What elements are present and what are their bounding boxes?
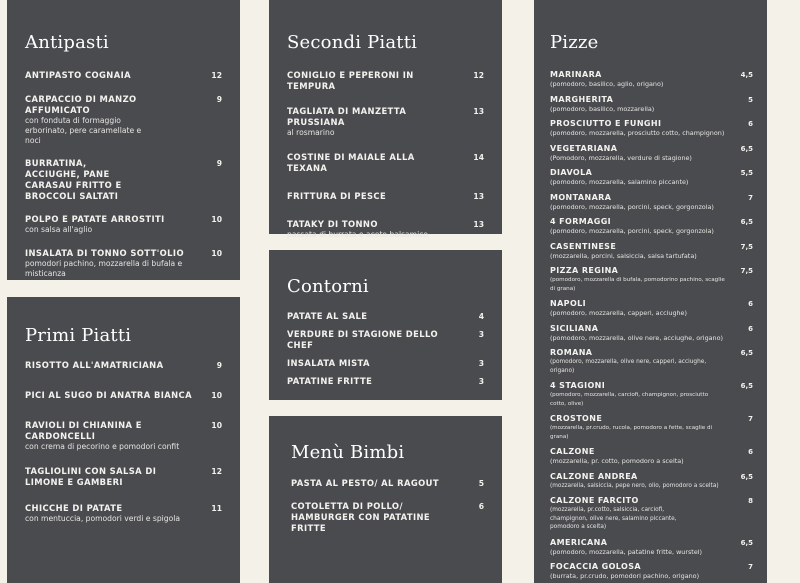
item-price: 3 [478, 359, 484, 368]
item-description: (mozzarella, salsiccia, pepe nero, olio, pomodoro a scelta) [550, 482, 719, 489]
item-price: 9 [216, 159, 222, 168]
item-description: (mozzarella, pr.cotto, salsiccia, carciofi, champignon, olive nere, salamino piccante, pomodoro a scelta) [550, 507, 677, 530]
menu-item [550, 95, 753, 114]
menu-item [550, 144, 753, 163]
menu-item [287, 191, 484, 202]
item-price: 10 [211, 215, 222, 224]
item-description: (burrata, pr.crudo, pomodori pachino, origano) [550, 572, 700, 580]
item-name: FOCACCIA GOLOSA [550, 562, 641, 571]
menu-item [287, 358, 484, 369]
item-name: PATATE AL SALE [287, 311, 368, 321]
section-title: Menù Bimbi [291, 442, 405, 463]
item-name: PIZZA REGINA [550, 266, 619, 275]
item-name: RAVIOLI DI CHIANINA E CARDONCELLI [25, 420, 142, 441]
menu-item [550, 193, 753, 212]
menu-item [550, 299, 753, 318]
item-name: CALZONE [550, 447, 595, 456]
item-price: 4,5 [740, 71, 753, 79]
menu-item [25, 390, 222, 401]
item-price: 12 [211, 467, 222, 476]
section-title: Antipasti [25, 32, 109, 53]
item-name: NAPOLI [550, 299, 587, 308]
menu-item [25, 503, 222, 524]
item-name: CHICCHE DI PATATE [25, 503, 123, 513]
section-title: Pizze [550, 32, 599, 53]
item-description: (pomodoro, mozzarella, porcini, speck, gorgonzola) [550, 202, 714, 211]
item-price: 12 [211, 71, 222, 80]
item-name: COTOLETTA DI POLLO/ HAMBURGER CON PATATINE FRITTE [291, 501, 431, 533]
menu-item [25, 420, 222, 452]
item-price: 3 [478, 330, 484, 339]
item-name: TAGLIATA DI MANZETTA PRUSSIANA [287, 106, 407, 127]
item-name: FRITTURA DI PESCE [287, 191, 387, 201]
item-price: 10 [211, 391, 222, 400]
item-name: MONTANARA [550, 192, 612, 202]
menu-item [550, 381, 753, 408]
item-price: 6,5 [740, 218, 753, 226]
item-name: VEGETARIANA [550, 143, 618, 153]
item-price: 8 [748, 497, 753, 505]
item-description: (pomodoro, mozzarella, olive nere, acciughe, origano) [550, 333, 724, 342]
item-description: (mozzarella, pr. cotto, pomodoro a scelta) [550, 457, 684, 465]
item-name: COSTINE DI MAIALE ALLA TEXANA [287, 152, 415, 173]
item-name: CARPACCIO DI MANZO AFFUMICATO [25, 94, 137, 115]
item-description: con crema di pecorino e pomodori confit [25, 442, 180, 451]
menu-item [550, 414, 753, 441]
item-name: POLPO E PATATE ARROSTITI [25, 214, 165, 224]
menu-item [287, 219, 484, 240]
item-price: 6 [748, 300, 753, 308]
item-price: 4 [478, 312, 484, 321]
item-name: MARINARA [550, 70, 602, 79]
primi-section [7, 297, 240, 583]
item-price: 6,5 [740, 144, 753, 153]
item-price: 14 [473, 153, 484, 162]
item-price: 6 [748, 120, 753, 128]
item-description: con salsa all'aglio [25, 225, 93, 234]
item-price: 6,5 [740, 382, 753, 390]
menu-item [291, 501, 484, 534]
item-description: passata di burrata e aceto balsamico [287, 230, 429, 239]
item-name: AMERICANA [550, 537, 608, 547]
item-price: 6,5 [740, 472, 753, 481]
menu-item [287, 106, 484, 138]
item-price: 7,5 [740, 267, 753, 275]
antipasti-section [7, 0, 240, 280]
item-description: pomodori pachino, mozzarella di bufala e misticanza [25, 259, 183, 278]
item-name: PROSCIUTTO E FUNGHI [550, 119, 662, 128]
item-price: 12 [473, 71, 484, 80]
item-name: TATAKY DI TONNO [287, 219, 378, 229]
item-description: (pomodoro, mozzarella, prosciutto cotto, champignon) [550, 129, 725, 137]
item-description: con fonduta di formaggio erborinato, pere caramellate e noci [25, 116, 142, 145]
item-price: 6 [748, 448, 753, 456]
item-price: 6 [748, 324, 753, 333]
item-name: 4 FORMAGGI [550, 217, 612, 226]
item-name: INSALATA DI TONNO SOTT'OLIO [25, 248, 184, 258]
item-price: 7 [748, 563, 753, 571]
item-name: BURRATINA, ACCIUGHE, PANE CARASAU FRITTO E BROCCOLI SALTATI [25, 158, 122, 201]
item-name: CALZONE ANDREA [550, 471, 638, 481]
item-price: 9 [216, 361, 222, 370]
menu-item [25, 360, 222, 371]
item-name: INSALATA MISTA [287, 358, 370, 368]
item-price: 5,5 [740, 169, 753, 177]
menu-item [550, 348, 753, 375]
item-name: MARGHERITA [550, 94, 614, 104]
item-price: 7 [748, 193, 753, 202]
item-description: al rosmarino [287, 128, 335, 137]
menu-item [550, 119, 753, 138]
item-description: (mozzarella, pr.crudo, rucola, pomodoro a fette, scaglie di grana) [550, 425, 713, 440]
menu-item [550, 70, 753, 89]
item-price: 13 [473, 220, 484, 229]
item-description: (pomodoro, basilico, mozzarella) [550, 104, 655, 113]
item-price: 13 [473, 192, 484, 201]
menu-item [291, 478, 484, 489]
item-description: (pomodoro, mozzarella, patatine fritte, wurstel) [550, 547, 703, 556]
menu-item [25, 94, 222, 146]
menu-item [550, 324, 753, 343]
item-price: 13 [473, 107, 484, 116]
item-name: CROSTONE [550, 414, 603, 423]
section-title: Secondi Piatti [287, 32, 418, 53]
item-description: con mentuccia, pomodori verdi e spigola [25, 514, 180, 523]
item-name: 4 STAGIONI [550, 381, 606, 390]
menu-item [25, 214, 222, 235]
item-price: 3 [478, 377, 484, 386]
pizze-section [534, 0, 767, 583]
item-price: 5 [748, 95, 753, 104]
item-description: (Pomodoro, mozzarella, verdure di stagione) [550, 153, 692, 162]
menu-item [550, 266, 753, 293]
item-name: CASENTINESE [550, 241, 617, 251]
menu-item [287, 311, 484, 322]
item-name: ROMANA [550, 348, 593, 357]
section-title: Primi Piatti [25, 325, 132, 346]
item-price: 7,5 [740, 242, 753, 251]
menu-item [25, 158, 222, 202]
menu-item [287, 376, 484, 387]
menu-item [550, 472, 753, 491]
menu-item [25, 248, 222, 279]
item-price: 10 [211, 249, 222, 258]
item-price: 6,5 [740, 349, 753, 357]
item-description: (mozzarella, porcini, salsiccia, salsa tartufata) [550, 251, 697, 260]
item-description: (pomodoro, mozzarella di bufala, pomodorino pachino, scaglie di grana) [550, 277, 725, 292]
item-name: RISOTTO ALL'AMATRICIANA [25, 360, 164, 370]
item-description: (pomodoro, mozzarella, capperi, acciughe) [550, 309, 687, 317]
item-name: SICILIANA [550, 323, 599, 333]
item-price: 7 [748, 415, 753, 423]
menu-item [25, 70, 222, 81]
menu-item [287, 70, 484, 92]
item-description: (pomodoro, mozzarella, olive nere, capperi, acciughe, origano) [550, 359, 707, 374]
item-description: (pomodoro, basilico, aglio, origano) [550, 80, 664, 88]
item-name: ANTIPASTO COGNAIA [25, 70, 131, 80]
menu-item [550, 496, 753, 532]
item-name: PASTA AL PESTO/ AL RAGOUT [291, 478, 439, 488]
menu-item [287, 152, 484, 174]
item-description: (pomodoro, mozzarella, porcini, speck, gorgonzola) [550, 227, 714, 235]
item-description: (pomodoro, mozzarella, salamino piccante) [550, 178, 689, 186]
item-name: CALZONE FARCITO [550, 496, 639, 505]
section-title: Contorni [287, 276, 369, 297]
menu-item [550, 562, 753, 581]
menu-item [550, 447, 753, 466]
item-name: DIAVOLA [550, 168, 593, 177]
item-name: CONIGLIO E PEPERONI IN TEMPURA [287, 70, 414, 91]
item-price: 6,5 [740, 538, 753, 547]
item-price: 10 [211, 421, 222, 430]
bimbi-section [269, 416, 502, 583]
item-price: 9 [216, 95, 222, 104]
menu-item [25, 466, 222, 488]
contorni-section [269, 250, 502, 400]
menu-item [550, 217, 753, 236]
item-price: 5 [478, 479, 484, 488]
menu-item [550, 168, 753, 187]
item-price: 6 [478, 502, 484, 511]
menu-item [287, 329, 484, 351]
menu-item [550, 538, 753, 557]
item-name: VERDURE DI STAGIONE DELLO CHEF [287, 329, 438, 350]
secondi-section [269, 0, 502, 239]
item-name: PICI AL SUGO DI ANATRA BIANCA [25, 390, 192, 400]
item-name: PATATINE FRITTE [287, 376, 373, 386]
item-price: 11 [211, 504, 222, 513]
menu-item [550, 242, 753, 261]
item-description: (pomodoro, mozzarella, carciofi, champignon, prosciutto cotto, olive) [550, 392, 709, 407]
item-name: TAGLIOLINI CON SALSA DI LIMONE E GAMBERI [25, 466, 157, 487]
